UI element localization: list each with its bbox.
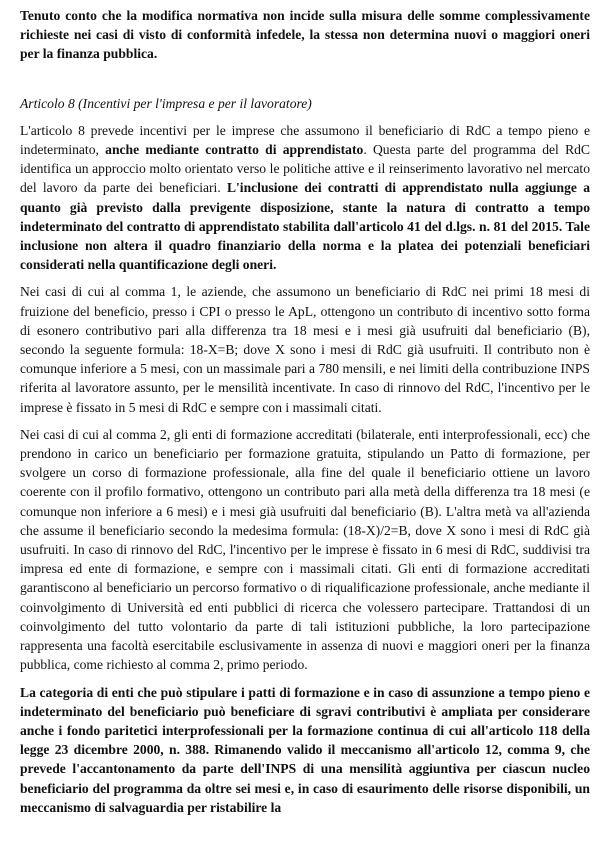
article-paragraph-1: [20, 121, 590, 275]
paragraph-bold-text: L'inclusione dei contratti di apprendistato nulla aggiunge a quanto già previsto dalla previgente disposizione, stante la natura di contratto a tempo indeterminato del contratto di apprendistato stabilita dall'articolo 41 del d.lgs. n. 81 del 2015. Tale inclusione non altera il quadro finanziario della norma e la platea dei potenziali beneficiari considerati nella quantificazione degli oneri.: [20, 180, 590, 273]
paragraph-text: L'articolo 8 prevede incentivi per le imprese che assumono il beneficiario di RdC a tempo pieno e indeterminato,: [20, 122, 590, 158]
intro-paragraph: Tenuto conto che la modifica normativa non incide sulla misura delle somme complessivamente richieste nei casi di visto di conformità infedele, la stessa non determina nuovi o maggiori oneri per la finanza pubblica.: [20, 8, 590, 62]
article-paragraph-3: Nei casi di cui al comma 2, gli enti di formazione accreditati (bilaterale, enti interprofessionali, ecc) che prendono in carico un beneficiario per formazione gratuita, stipulando un Patto di formazione, per svolgere un corso di formazione professionale, alla fine del quale il beneficiario ottiene un lavoro coerente con il profilo formativo, ottengono un contributo pari alla metà della differenza tra 18 mesi (e comunque non inferiore a 6 mesi) e i mesi già usufruiti dal beneficiario (B). L'altra metà va all'azienda che assume il beneficiario secondo la medesima formula: (18-X)/2=B, dove X sono i mesi di RdC già usufruiti. In caso di rinnovo del RdC, l'incentivo per le imprese è fissato in 6 mesi di RdC, suddivisi tra impresa ed ente di formazione, e sempre con i massimali citati. Gli enti di formazione accreditati garantiscono al beneficiario un percorso formativo o di riqualificazione professionale, anche mediante il coinvolgimento di Università ed enti pubblici di ricerca che volessero partecipare. Trattandosi di un coinvolgimento del tutto volontario da parte di tali istituzioni pubbliche, la loro partecipazione rappresenta una facoltà esercitabile esclusivamente in assenza di nuovi e maggiori oneri per la finanza pubblica, come richiesto al comma 2, primo periodo.: [20, 426, 590, 673]
article-paragraph-2: Nei casi di cui al comma 1, le aziende, che assumono un beneficiario di RdC nei primi 18 mesi di fruizione del beneficio, presso i CPI o presso le ApL, ottengono un contributo di incentivo sotto forma di esonero contributivo pari alla differenza tra 18 mesi e i mesi già usufruiti dal beneficiario (B), secondo la seguente formula: 18-X=B; dove X sono i mesi di RdC già usufruiti. Il contributo non è comunque inferiore a 5 mesi, con un massimale pari a 780 mensili, e nei limiti della contribuzione INPS riferita al lavoratore assunto, per le mensilità incentivate. In caso di rinnovo del RdC, l'incentivo per le imprese è fissato in 5 mesi di RdC e sempre con i massimali citati.: [20, 284, 590, 415]
paragraph-bold-text: anche mediante contratto di apprendistato: [105, 142, 364, 158]
article-heading: Articolo 8 (Incentivi per l'impresa e per il lavoratore): [20, 95, 312, 111]
paragraph-text: . Questa parte del programma del RdC identifica un approccio molto orientato verso le politiche attive e il reinserimento lavorativo nel mercato del lavoro da parte dei beneficiari.: [20, 142, 590, 196]
article-paragraph-4: La categoria di enti che può stipulare i patti di formazione e in caso di assunzione a tempo pieno e indeterminato del beneficiario può beneficiare di sgravi contributivi è ampliata per considerare anche i fondo paritetici interprofessionali per la formazione continua di cui all'articolo 118 della legge 23 dicembre 2000, n. 388. Rimanendo valido il meccanismo all'articolo 12, comma 9, che prevede l'accantonamento da parte dell'INPS di una mensilità aggiuntiva per ciascun nucleo beneficiario del programma da oltre sei mesi e, in caso di esaurimento delle risorse disponibili, un meccanismo di salvaguardia per ristabilire la: [20, 684, 590, 815]
document-page: [20, 6, 590, 817]
